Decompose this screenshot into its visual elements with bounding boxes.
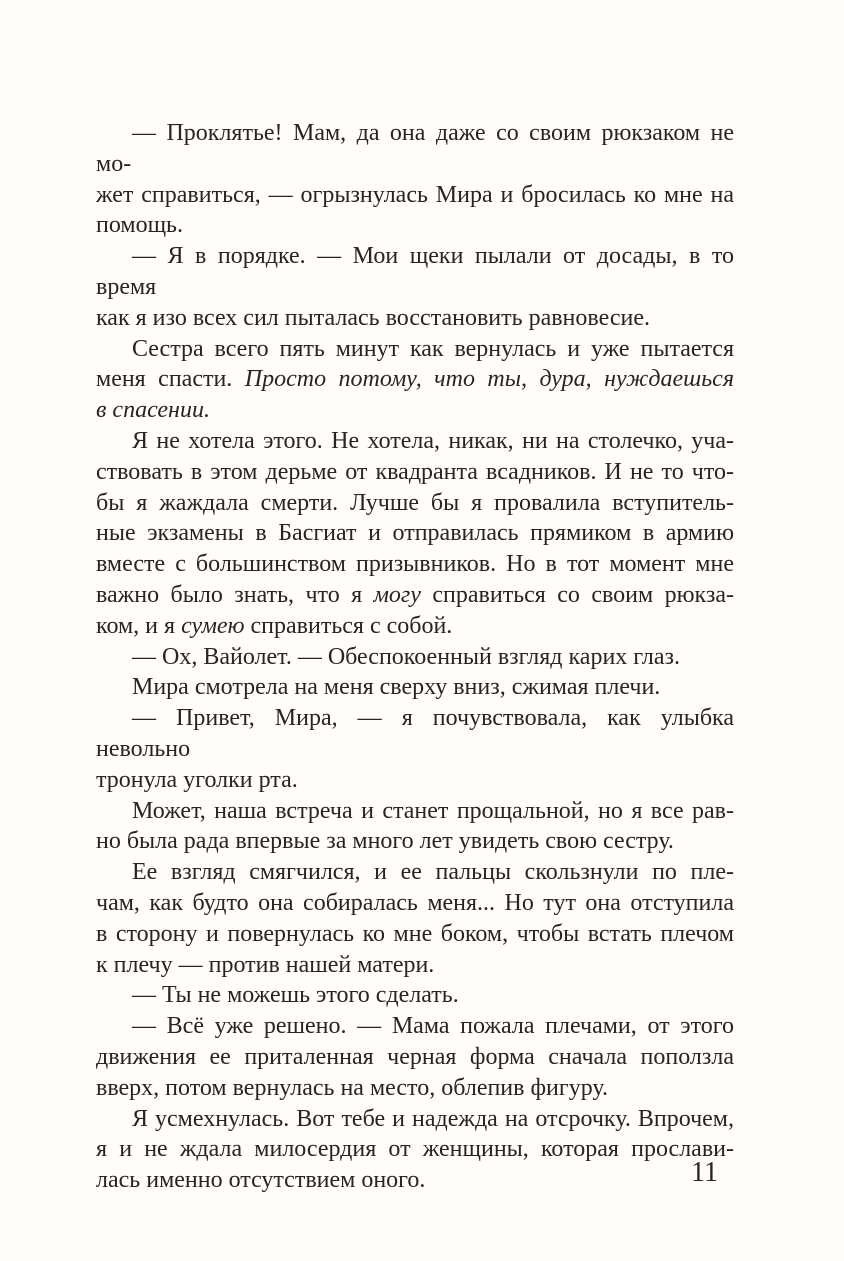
- text-segment: — Ты не можешь этого сделать.: [132, 982, 459, 1009]
- text-line: [96, 580, 734, 611]
- text-line: [96, 210, 734, 241]
- text-segment: Может, наша встреча и станет прощальной, но я все рав-: [132, 797, 734, 824]
- text-segment: важно было знать, что я: [96, 581, 374, 608]
- text-line: [96, 703, 734, 765]
- paragraph: [96, 857, 734, 980]
- text-segment: к плечу — против нашей матери.: [96, 951, 435, 978]
- paragraph: [96, 118, 734, 241]
- text-segment: — Ох, Вайолет. — Обеспокоенный взгляд карих глаз.: [132, 643, 681, 670]
- text-line: [96, 765, 734, 796]
- text-line: [96, 1042, 734, 1073]
- text-segment: как я изо всех сил пыталась восстановить равновесие.: [96, 304, 650, 331]
- text-segment: справиться со своим рюкза-: [420, 581, 734, 608]
- text-line: [96, 950, 734, 981]
- text-line: [96, 303, 734, 334]
- paragraph: [96, 703, 734, 795]
- text-line: [96, 980, 734, 1011]
- text-line: [96, 180, 734, 211]
- text-line: [96, 457, 734, 488]
- text-segment: — Всё уже решено. — Мама пожала плечами, от этого: [132, 1013, 734, 1040]
- text-line: [96, 796, 734, 827]
- text-segment: тронула уголки рта.: [96, 766, 298, 793]
- text-segment: лась именно отсутствием оного.: [96, 1167, 426, 1194]
- text-segment: справиться с собой.: [244, 612, 453, 639]
- text-line: [96, 857, 734, 888]
- text-line: [96, 672, 734, 703]
- text-segment: чам, как будто она собиралась меня... Но тут она отступила: [96, 889, 734, 916]
- italic-text-segment: могу: [373, 581, 421, 608]
- text-line: [96, 1073, 734, 1104]
- text-line: [96, 549, 734, 580]
- text-segment: Я не хотела этого. Не хотела, никак, ни на столечко, уча-: [132, 427, 734, 454]
- text-segment: ком, и я: [96, 612, 182, 639]
- text-line: [96, 888, 734, 919]
- italic-text-segment: Просто потому, что ты, дура, нуждаешься: [244, 366, 734, 393]
- text-line: [96, 1011, 734, 1042]
- text-segment: Сестра всего пять минут как вернулась и уже пытается: [132, 335, 734, 362]
- text-segment: в сторону и повернулась ко мне боком, чтобы встать плечом: [96, 920, 734, 947]
- text-segment: — Привет, Мира, — я почувствовала, как улыбка невольно: [96, 705, 734, 762]
- text-segment: вместе с большинством призывников. Но в тот момент мне: [96, 551, 734, 578]
- paragraph: [96, 980, 734, 1011]
- text-line: [96, 426, 734, 457]
- text-segment: Я усмехнулась. Вот тебе и надежда на отсрочку. Впрочем,: [132, 1105, 734, 1132]
- text-line: [96, 611, 734, 642]
- text-segment: ные экзамены в Басгиат и отправилась прямиком в армию: [96, 520, 734, 547]
- paragraph: [96, 334, 734, 426]
- text-segment: вверх, потом вернулась на место, облепив фигуру.: [96, 1074, 609, 1101]
- text-line: [96, 919, 734, 950]
- paragraph: [96, 1011, 734, 1103]
- text-line: [96, 642, 734, 673]
- text-line: [96, 826, 734, 857]
- text-segment: Мира смотрела на меня сверху вниз, сжимая плечи.: [132, 674, 661, 701]
- text-segment: меня спасти.: [96, 366, 245, 393]
- text-segment: Ее взгляд смягчился, и ее пальцы скользнули по пле-: [132, 859, 734, 886]
- text-line: [96, 1104, 734, 1135]
- text-segment: но была рада впервые за много лет увидеть свою сестру.: [96, 828, 674, 855]
- page-number: 11: [691, 1157, 718, 1188]
- italic-text-segment: в спасении.: [96, 397, 210, 424]
- page-text: [96, 118, 734, 1196]
- text-line: [96, 118, 734, 180]
- text-segment: жет справиться, — огрызнулась Мира и бросилась ко мне на: [96, 181, 734, 208]
- paragraph: [96, 672, 734, 703]
- paragraph: [96, 796, 734, 858]
- paragraph: [96, 426, 734, 642]
- text-segment: — Я в порядке. — Мои щеки пылали от досады, в то время: [96, 243, 734, 300]
- text-segment: я и не ждала милосердия от женщины, которая прослави-: [96, 1136, 734, 1163]
- text-segment: помощь.: [96, 212, 183, 239]
- text-line: [96, 241, 734, 303]
- text-line: [96, 364, 734, 395]
- text-segment: — Проклятье! Мам, да она даже со своим рюкзаком не мо-: [96, 120, 734, 177]
- text-segment: ствовать в этом дерьме от квадранта всадников. И не то что-: [96, 458, 734, 485]
- text-line: [96, 334, 734, 365]
- paragraph: [96, 241, 734, 333]
- paragraph: [96, 642, 734, 673]
- text-segment: бы я жаждала смерти. Лучше бы я провалила вступитель-: [96, 489, 734, 516]
- text-line: [96, 395, 734, 426]
- text-line: [96, 488, 734, 519]
- text-line: [96, 518, 734, 549]
- italic-text-segment: сумею: [181, 612, 245, 639]
- text-segment: движения ее приталенная черная форма сначала поползла: [96, 1043, 734, 1070]
